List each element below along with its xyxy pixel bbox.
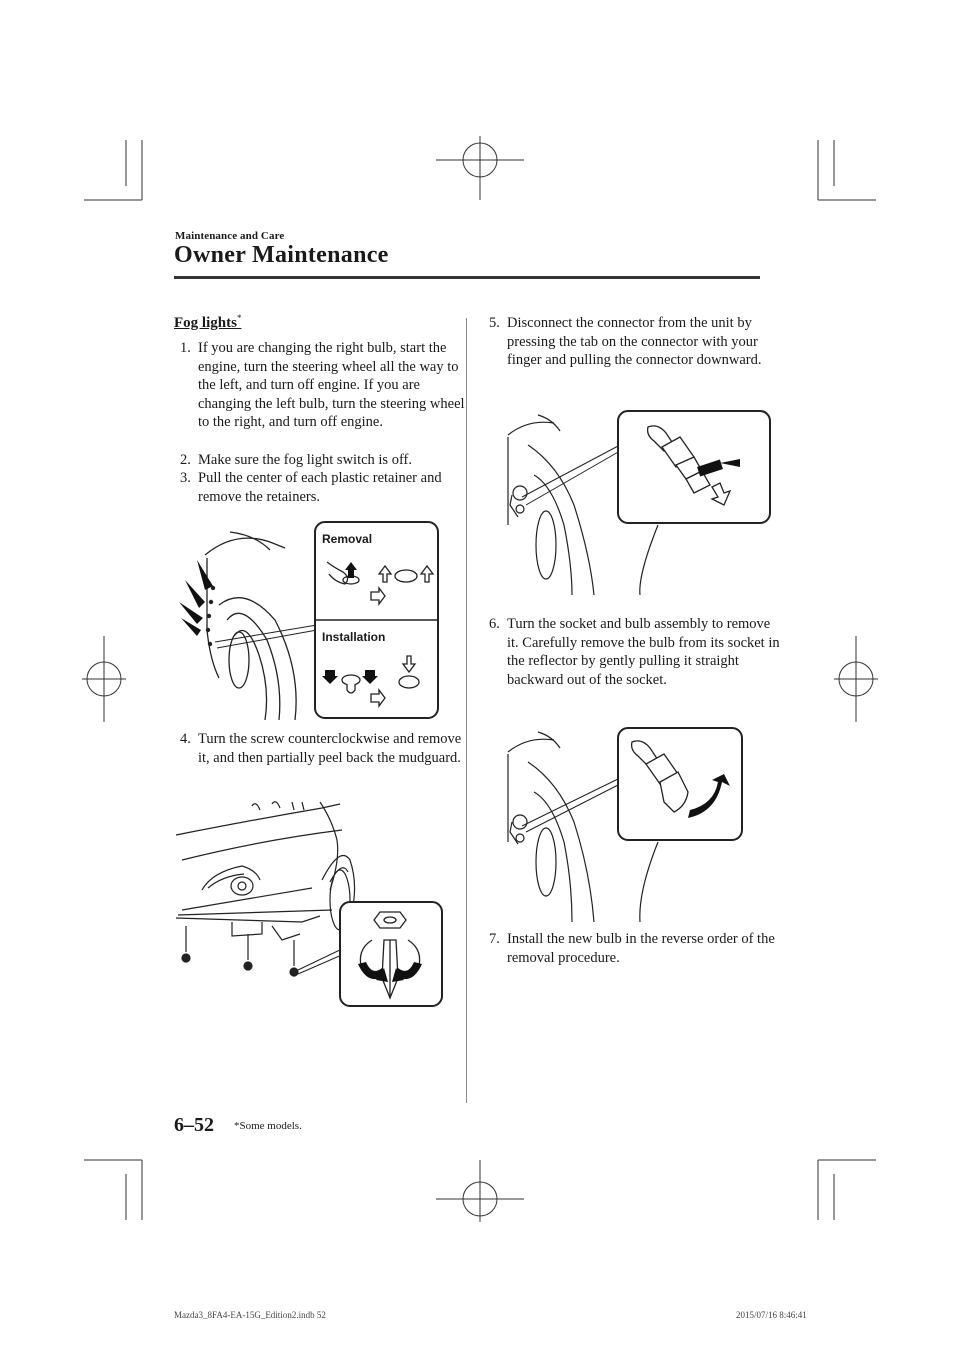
- step-number: 3.: [180, 470, 191, 486]
- step-3: [174, 469, 468, 506]
- step-number: 7.: [489, 931, 500, 947]
- removal-label: Removal: [322, 532, 373, 546]
- step-text: Pull the center of each plastic retainer and remove the retainers.: [198, 470, 442, 505]
- step-text: If you are changing the right bulb, start the engine, turn the steering wheel all the way to the left, and turn off engine. If you are changing the left bulb, turn the steering wheel to the right, and turn off engine.: [198, 340, 465, 431]
- footnote: *Some models.: [234, 1120, 302, 1132]
- step-text: Turn the screw counterclockwise and remove it, and then partially peel back the mudguard.: [198, 731, 462, 766]
- step-text: Install the new bulb in the reverse order of the removal procedure.: [507, 931, 775, 966]
- header-rule: [174, 276, 760, 279]
- page-number: 6–52: [174, 1114, 214, 1136]
- section-label: Maintenance and Care: [175, 230, 285, 242]
- step-text: Disconnect the connector from the unit by pressing the tab on the connector with your finger and pulling the connector downward.: [507, 315, 762, 369]
- fog-lights-heading-text: Fog lights: [174, 315, 237, 331]
- step-number: 1.: [180, 340, 191, 356]
- column-divider: [466, 318, 467, 1103]
- mudguard-screw-figure: [172, 800, 444, 1008]
- step-1: [174, 339, 468, 432]
- step-7: [483, 930, 787, 967]
- step-2: [174, 451, 468, 470]
- step-number: 5.: [489, 315, 500, 331]
- retainer-removal-figure: [175, 520, 440, 720]
- print-file-info: Mazda3_8FA4-EA-15G_Edition2.indb 52: [174, 1310, 326, 1320]
- step-number: 4.: [180, 731, 191, 747]
- step-4: [174, 730, 468, 767]
- some-models-mark: *: [236, 313, 242, 323]
- page-title: Owner Maintenance: [174, 242, 389, 268]
- print-timestamp: 2015/07/16 8:46:41: [736, 1310, 807, 1320]
- step-number: 2.: [180, 452, 191, 468]
- step-6: [483, 615, 783, 689]
- connector-disconnect-figure: [498, 405, 773, 595]
- socket-turn-figure: [498, 722, 773, 922]
- step-text: Turn the socket and bulb assembly to remove it. Carefully remove the bulb from its socket in the reflector by gently pulling it straight backward out of the socket.: [507, 616, 780, 688]
- step-number: 6.: [489, 616, 500, 632]
- installation-label: Installation: [322, 630, 386, 644]
- step-text: Make sure the fog light switch is off.: [198, 452, 412, 468]
- fog-lights-heading: [174, 313, 241, 332]
- step-5: [483, 314, 783, 370]
